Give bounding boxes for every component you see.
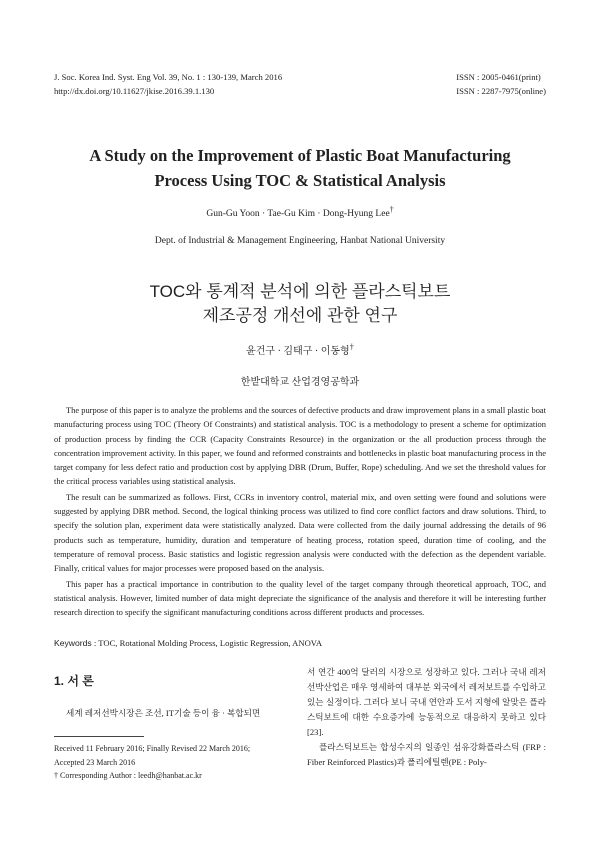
- author-names: Gun-Gu Yoon · Tae-Gu Kim · Dong-Hyung Lee: [206, 209, 390, 220]
- corresponding-author-text: Corresponding Author : leedh@hanbat.ac.kr: [58, 771, 202, 780]
- title-line-1: A Study on the Improvement of Plastic Boat Manufacturing: [89, 146, 511, 165]
- footnote-dagger: †: [54, 771, 58, 780]
- korean-dagger: †: [349, 342, 354, 352]
- abstract-paragraph-2: The result can be summarized as follows. First, CCRs in inventory control, material mix, and oven setting were found and solutions were suggested by applying DBR method. Second, the logical thinking process was utilized to find core conflict factors and draw solutions. Third, to specify the solution plan, experiment data were statistically analyzed. Data were collected from the daily journal addressing the details of 96 products such as temperature, humidity, duration and temperature of heating process, rotation speed, duration time of cooling, and the temperature of removal process. Basic statistics and logistic regression analysis were conducted with the defection as the dependent variable. Finally, critical values for major processes were proposed based on the analysis.: [54, 491, 546, 574]
- corresponding-dagger: †: [389, 205, 394, 214]
- korean-authors: [0, 342, 600, 357]
- right-paragraph-2: 플라스틱보트는 합성수지의 일종인 섬유강화플라스틱 (FRP : Fiber Reinforced Plastics)과 폴리에틸렌(PE : Poly-: [307, 742, 546, 767]
- korean-title: [0, 280, 600, 328]
- keywords-separator: :: [91, 638, 99, 648]
- journal-citation: J. Soc. Korea Ind. Syst. Eng Vol. 39, No. 1 : 130-139, March 2016: [54, 72, 283, 82]
- issn-block: [456, 70, 546, 98]
- journal-header: [54, 70, 282, 98]
- corresponding-author: [54, 769, 302, 783]
- title-line-2: Process Using TOC & Statistical Analysis: [154, 171, 446, 190]
- korean-title-line-2: 제조공정 개선에 관한 연구: [202, 306, 398, 325]
- doi-link[interactable]: http://dx.doi.org/10.11627/jkise.2016.39.1.130: [54, 86, 215, 96]
- korean-affiliation: 한밭대학교 산업경영공학과: [240, 377, 360, 388]
- issn-online: ISSN : 2287-7975(online): [456, 86, 546, 96]
- abstract-paragraph-1: The purpose of this paper is to analyze the problems and the sources of defective products and draw improvement plans in a small plastic boat manufacturing process using TOC (Theory Of Constraints) and statistical analysis. TOC is a methodology to present a scheme for optimization of production process by finding the CCR (Capacity Constraints Resource) in the organization or the all production process through the concentration improvement activity. In this paper, we found and reformed constraints and bottlenecks in plastic boat manufacturing process in the target company for less defect ratio and production cost by applying DBR (Drum, Buffer, Rope) scheduling. And we set the threshold values for the critical process variables using statistical analysis.: [54, 405, 546, 487]
- korean-author-names: 윤건구 · 김태구 · 이동형: [246, 346, 350, 357]
- korean-title-line-1: TOC와 통계적 분석에 의한 플라스틱보트: [149, 282, 451, 301]
- intro-paragraph-start: 세계 레저선박시장은 조선, IT기술 등이 융 · 복합되면: [66, 708, 261, 718]
- left-column-body: [54, 706, 302, 720]
- paper-title: [0, 143, 600, 193]
- keywords-text: TOC, Rotational Molding Process, Logistic Regression, ANOVA: [98, 638, 323, 648]
- footnote-divider: [54, 736, 144, 737]
- right-paragraph-1: 서 연간 400억 달러의 시장으로 성장하고 있다. 그러나 국내 레저선박산업은 매우 영세하여 대부분 외국에서 레저보트를 수입하고 있는 실정이다. 그러다 보니 국내 연안과 도서 지형에 알맞은 플라스틱보트에 대한 수요증가에 능동적으로 대응하지 못하고 있다[23].: [307, 667, 546, 737]
- footnotes: [54, 742, 302, 783]
- received-date: Received 11 February 2016; Finally Revised 22 March 2016;: [54, 744, 251, 753]
- abstract-paragraph-3: This paper has a practical importance in contribution to the quality level of the target company through theoretical approach, TOC, and statistical analysis. However, limited number of data might depreciate the significance of the analysis and therefore it will be interesting further research direction to specify the significant manufacturing conditions across different products and processes.: [54, 578, 546, 618]
- accepted-date: Accepted 23 March 2016: [54, 757, 136, 767]
- abstract: [54, 403, 546, 620]
- right-column-body: [307, 665, 546, 770]
- keywords-label: Keywords: [54, 638, 92, 648]
- affiliation: Dept. of Industrial & Management Engineering, Hanbat National University: [154, 236, 446, 246]
- issn-print: ISSN : 2005-0461(print): [456, 72, 541, 82]
- author-list: [0, 205, 600, 219]
- section-heading-introduction: 1. 서 론: [54, 674, 94, 688]
- keywords: [54, 638, 546, 648]
